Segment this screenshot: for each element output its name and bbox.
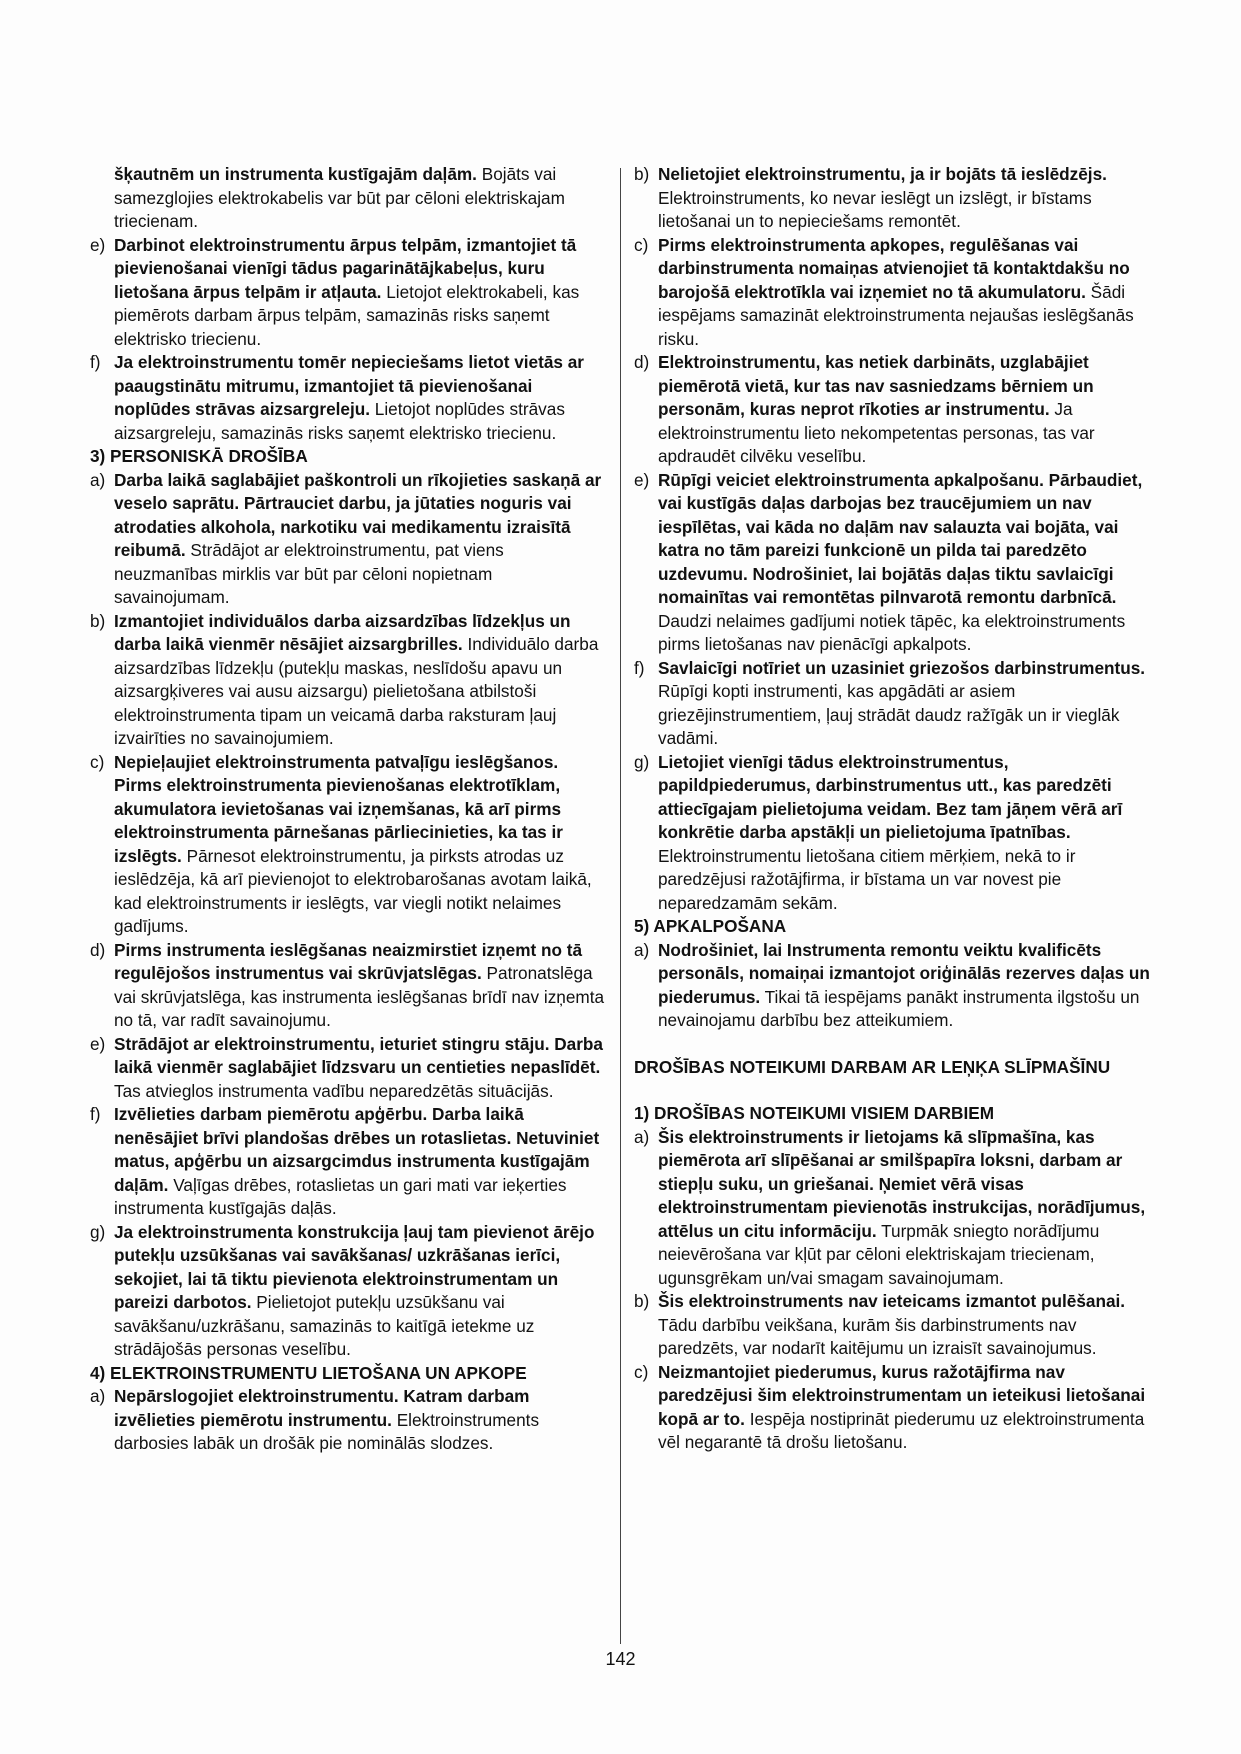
list-item-d-remove-keys: d) Pirms instrumenta ieslēgšanas neaizmirstiet izņemt no tā regulējošos instrumentus vai skrūvjatslēgas. Patronatslēga vai skrūvjatslēga, kas instrumenta ieslēgšanas brīdī nav izņemta no tā, var radīt savainojumu. <box>90 939 605 1030</box>
list-item-e-outdoor: e) Darbinot elektroinstrumentu ārpus telpām, izmantojiet tā pievienošanai vienīgi tādus pagarinātājkabeļus, kuru lietošana ārpus telpām ir atļauta. Lietojot elektrokabeli, kas piemērots darbam ārpus telpām, samazinās risks saņemt elektrisko triecienu. <box>90 234 580 349</box>
section-heading-general-rules: 1) DROŠĪBAS NOTEIKUMI VISIEM DARBIEM <box>634 1103 995 1123</box>
document-section-title: DROŠĪBAS NOTEIKUMI DARBAM AR LEŅĶA SLĪPMAŠĪNU <box>634 1056 1111 1077</box>
list-item-b-no-polishing: b) Šis elektroinstruments nav ieteicams izmantot pulēšanai. Tādu darbību veikšana, kurām šis darbinstruments nav paredzēts, var nodarīt kaitējumu un izraisīt savainojumus. <box>634 1291 1126 1358</box>
list-item-d-storage: d) Elektroinstrumentu, kas netiek darbināts, uzglabājiet piemērotā vietā, kur tas nav sasniedzams bērniem un personām, kuras neprot rīkoties ar instrumentu. Ja elektroinstrumentu lieto nekompetentas personas, tas var apdraudēt cilvēku veselību. <box>634 352 1095 466</box>
spacer <box>634 1079 1152 1102</box>
left-column <box>90 163 608 1456</box>
spacer <box>634 1033 1152 1056</box>
list-item-e-maintenance: e) Rūpīgi veiciet elektroinstrumenta apkalpošanu. Pārbaudiet, vai kustīgās daļas darbojas bez traucējumiem un nav iespīlētas, vai kāda no daļām nav salauzta vai bojāta, vai katra no tām pareizi funkcionē un pilda tai paredzēto uzdevumu. Nodrošiniet, lai bojātās daļas tiktu savlaicīgi nomainītas vai remontētas pilnvarotā remontu darbnīcā. Daudzi nelaimes gadījumi notiek tāpēc, ka elektroinstruments pirms lietošanas nav pienācīgi apkalpots. <box>634 469 1143 654</box>
list-item-c-disconnect: c) Pirms elektroinstrumenta apkopes, regulēšanas vai darbinstrumenta nomaiņas atvienojiet tā kontaktdakšu no barojošā elektrotīkla vai izņemiet no tā akumulatoru. Šādi iespējams samazināt elektroinstrumenta nejaušas ieslēgšanās risku. <box>634 234 1134 349</box>
list-item-c-accessories: c) Neizmantojiet piederumus, kurus ražotājfirma nav paredzējusi šim elektroinstrumentam un ieteikusi lietošanai kopā ar to. Iespēja nostiprināt piederumu uz elektroinstrumenta vēl negarantē tā drošu lietošanu. <box>634 1361 1146 1452</box>
list-item-e-stance: e) Strādājot ar elektroinstrumentu, ieturiet stingru stāju. Darba laikā vienmēr saglabājiet līdzsvaru un centieties nepaslīdēt. Tas atvieglos instrumenta vadību neparedzētās situācijās. <box>90 1033 603 1101</box>
list-item-g-intended-use: g) Lietojiet vienīgi tādus elektroinstrumentus, papildpiederumus, darbinstrumentus utt., kas paredzēti attiecīgajam pielietojuma veidam. Bez tam jāņem vērā arī konkrētie darba apstākļi un pielietojuma īpatnības. Elektroinstrumentu lietošana citiem mērķiem, nekā to ir paredzējusi ražotājfirma, ir bīstama un var novest pie neparedzamām sekām. <box>634 751 1123 913</box>
list-item-b-protective-gear: b) Izmantojiet individuālos darba aizsardzības līdzekļus un darba laikā vienmēr nēsājiet aizsargbrilles. Individuālo darba aizsardzības līdzekļu (putekļu maskas, neslīdošu apavu un aizsargķiveres vai ausu aizsargu) pielietošana atbilstoši elektroinstrumenta tipam un veicamā darba raksturam ļauj izvairīties no savainojumiem. <box>90 610 599 748</box>
page-number: 142 <box>605 1649 636 1669</box>
list-item-f-sharpen: f) Savlaicīgi notīriet un uzasiniet griezošos darbinstrumentus. Rūpīgi kopti instrumenti, kas apgādāti ar asiem griezējinstrumentiem, ļauj strādāt daudz ražīgāk un ir vieglāk vadāmi. <box>634 657 1146 748</box>
list-item-g-dust-extraction: g) Ja elektroinstrumenta konstrukcija ļauj tam pievienot ārējo putekļu uzsūkšanas vai savākšanas/ uzkrāšanas ierīci, sekojiet, lai tā tiktu pievienota elektroinstrumentam un pareizi darbotos. Pielietojot putekļu uzsūkšanu vai savākšanu/uzkrāšanu, samazinās to kaitīgā ietekme uz strādājošās personas veselību. <box>90 1221 595 1359</box>
list-item-f-humidity: f) Ja elektroinstrumentu tomēr nepieciešams lietot vietās ar paaugstinātu mitrumu, izmantojiet tā pievienošanai noplūdes strāvas aizsargreleju. Lietojot noplūdes strāvas aizsargreleju, samazinās risks saņemt elektrisko triecienu. <box>90 352 584 443</box>
list-item-c-unintended-start: c) Nepieļaujiet elektroinstrumenta patvaļīgu ieslēgšanos. Pirms elektroinstrumenta pievienošanas elektrotīklam, akumulatora ievietošanas vai izņemšanas, kā arī pirms elektroinstrumenta pārnešanas pārliecinieties, ka tas ir izslēgts. Pārnesot elektroinstrumentu, ja pirksts atrodas uz ieslēdzēja, kā arī pievienojot to elektrobarošanas avotam laikā, kad elektroinstruments ir ieslēgts, var viegli notikt nelaimes gadījums. <box>90 751 592 936</box>
section-heading-personal-safety: 3) PERSONISKĀ DROŠĪBA <box>90 446 308 466</box>
list-item-a-no-overload: a) Nepārslogojiet elektroinstrumentu. Katram darbam izvēlieties piemērotu instrumentu. Elektroinstruments darbosies labāk un drošāk pie nominālās slodzes. <box>90 1386 540 1453</box>
right-column <box>634 163 1152 1455</box>
section-heading-use-and-care: 4) ELEKTROINSTRUMENTU LIETOŠANA UN APKOPE <box>90 1362 527 1383</box>
list-item-b-switch: b) Nelietojiet elektroinstrumentu, ja ir bojāts tā ieslēdzējs. Elektroinstruments, ko nevar ieslēgt un izslēgt, ir bīstams lietošanai un to nepieciešams remontēt. <box>634 164 1107 231</box>
column-divider <box>620 168 621 1644</box>
list-item-a-qualified-repair: a) Nodrošiniet, lai Instrumenta remontu veiktu kvalificēts personāls, nomaiņai izmantojot oriģinālās rezerves daļas un piederumus. Tikai tā iespējams panākt instrumenta ilgstošu un nevainojamu darbību bez atteikumiem. <box>634 939 1150 1030</box>
list-item-a-selfcontrol: a) Darba laikā saglabājiet paškontroli un rīkojieties saskaņā ar veselo saprātu. Pārtrauciet darbu, ja jūtaties noguris vai atrodaties alkohola, narkotiku vai medikamentu izraisītā reibumā. Strādājot ar elektroinstrumentu, pat viens neuzmanības mirklis var būt par cēloni nopietnam savainojumam. <box>90 469 602 607</box>
list-item-a-grinder-use: a) Šis elektroinstruments ir lietojams kā slīpmašīna, kas piemērota arī slīpēšanai ar smilšpapīra loksni, darbam ar stiepļu suku, un griešanai. Ņemiet vērā visas elektroinstrumentam pievienotās instrukcijas, norādījumus, attēlus un citu informāciju. Turpmāk sniegto norādījumu neievērošana var kļūt par cēloni elektriskajam triecienam, ugunsgrēkam un/vai smagam savainojumam. <box>634 1126 1146 1288</box>
section-heading-service: 5) APKALPOŠANA <box>634 916 787 936</box>
continued-paragraph: šķautnēm un instrumenta kustīgajām daļām. Bojāts vai samezglojies elektrokabelis var būt par cēloni elektriskajam triecienam. <box>114 164 565 231</box>
list-item-f-clothing: f) Izvēlieties darbam piemērotu apģērbu. Darba laikā nenēsājiet brīvi plandošas drēbes un rotaslietas. Netuviniet matus, apģērbu un aizsargcimdus instrumenta kustīgajām daļām. Vaļīgas drēbes, rotaslietas un gari mati var ieķerties instrumenta kustīgajās daļās. <box>90 1104 600 1218</box>
